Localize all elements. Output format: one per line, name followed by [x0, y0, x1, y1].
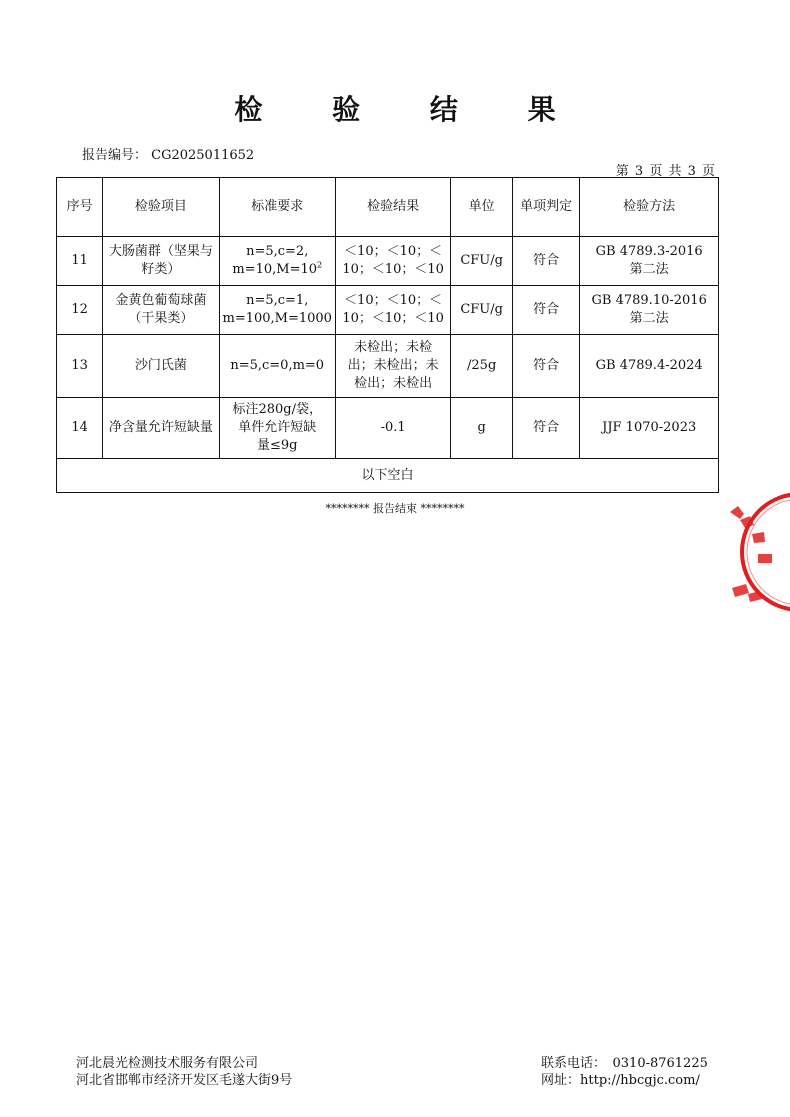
cell-requirement: n=5,c=0,m=0 [219, 335, 335, 398]
cell-verdict: 符合 [512, 398, 579, 459]
results-table [56, 177, 719, 493]
cell-no: 14 [57, 398, 103, 459]
cell-verdict: 符合 [512, 335, 579, 398]
company-name: 河北晨光检测技术服务有限公司 [76, 1056, 259, 1071]
table-row [57, 398, 719, 459]
report-number: 报告编号： CG2025011652 [82, 148, 255, 163]
cell-verdict: 符合 [512, 237, 579, 286]
cell-no: 12 [57, 286, 103, 335]
cell-item: 净含量允许短缺量 [103, 398, 219, 459]
header-cell: 检验结果 [335, 178, 450, 237]
header-cell: 单位 [451, 178, 513, 237]
cell-method: GB 4789.4-2024 [580, 335, 719, 398]
cell-result: ＜10；＜10；＜ 10；＜10；＜10 [335, 286, 450, 335]
blank-notice: 以下空白 [57, 459, 719, 493]
cell-method: GB 4789.3-2016 第二法 [580, 237, 719, 286]
website-link[interactable]: 网址：http://hbcgjc.com/ [541, 1073, 700, 1088]
table-row [57, 286, 719, 335]
page-indicator: 第 3 页 共 3 页 [615, 164, 716, 179]
cell-unit: CFU/g [451, 286, 513, 335]
header-cell: 检验方法 [580, 178, 719, 237]
cell-method: JJF 1070-2023 [580, 398, 719, 459]
contact-phone: 联系电话： 0310-8761225 [541, 1056, 708, 1071]
cell-item: 大肠菌群（坚果与 籽类） [103, 237, 219, 286]
cell-result: -0.1 [335, 398, 450, 459]
page-title: 检 验 结 果 [234, 93, 586, 126]
cell-unit: /25g [451, 335, 513, 398]
header-cell: 单项判定 [512, 178, 579, 237]
cell-item: 金黄色葡萄球菌 （干果类） [103, 286, 219, 335]
cell-requirement: n=5,c=1, m=100,M=1000 [219, 286, 335, 335]
cell-requirement: 标注280g/袋， 单件允许短缺 量≤9g [219, 398, 335, 459]
cell-method: GB 4789.10-2016 第二法 [580, 286, 719, 335]
official-seal-icon [722, 490, 790, 620]
cell-no: 13 [57, 335, 103, 398]
table-row [57, 237, 719, 286]
footer-company-info [76, 1055, 292, 1089]
cell-verdict: 符合 [512, 286, 579, 335]
cell-requirement: n=5,c=2, $m=10,M=10^2$ [219, 237, 335, 286]
table-row [57, 335, 719, 398]
table-header-row [57, 178, 719, 237]
footer-contact-info [541, 1055, 708, 1089]
blank-row [57, 459, 719, 493]
cell-unit: CFU/g [451, 237, 513, 286]
cell-result: 未检出；未检 出；未检出；未 检出；未检出 [335, 335, 450, 398]
header-cell: 标准要求 [219, 178, 335, 237]
header-cell: 检验项目 [103, 178, 219, 237]
cell-item: 沙门氏菌 [103, 335, 219, 398]
company-address: 河北省邯郸市经济开发区毛遂大街9号 [76, 1073, 293, 1088]
cell-result: ＜10；＜10；＜ 10；＜10；＜10 [335, 237, 450, 286]
header-cell: 序号 [57, 178, 103, 237]
cell-no: 11 [57, 237, 103, 286]
cell-unit: g [451, 398, 513, 459]
report-end-marker: ******** 报告结束 ******** [325, 502, 465, 515]
